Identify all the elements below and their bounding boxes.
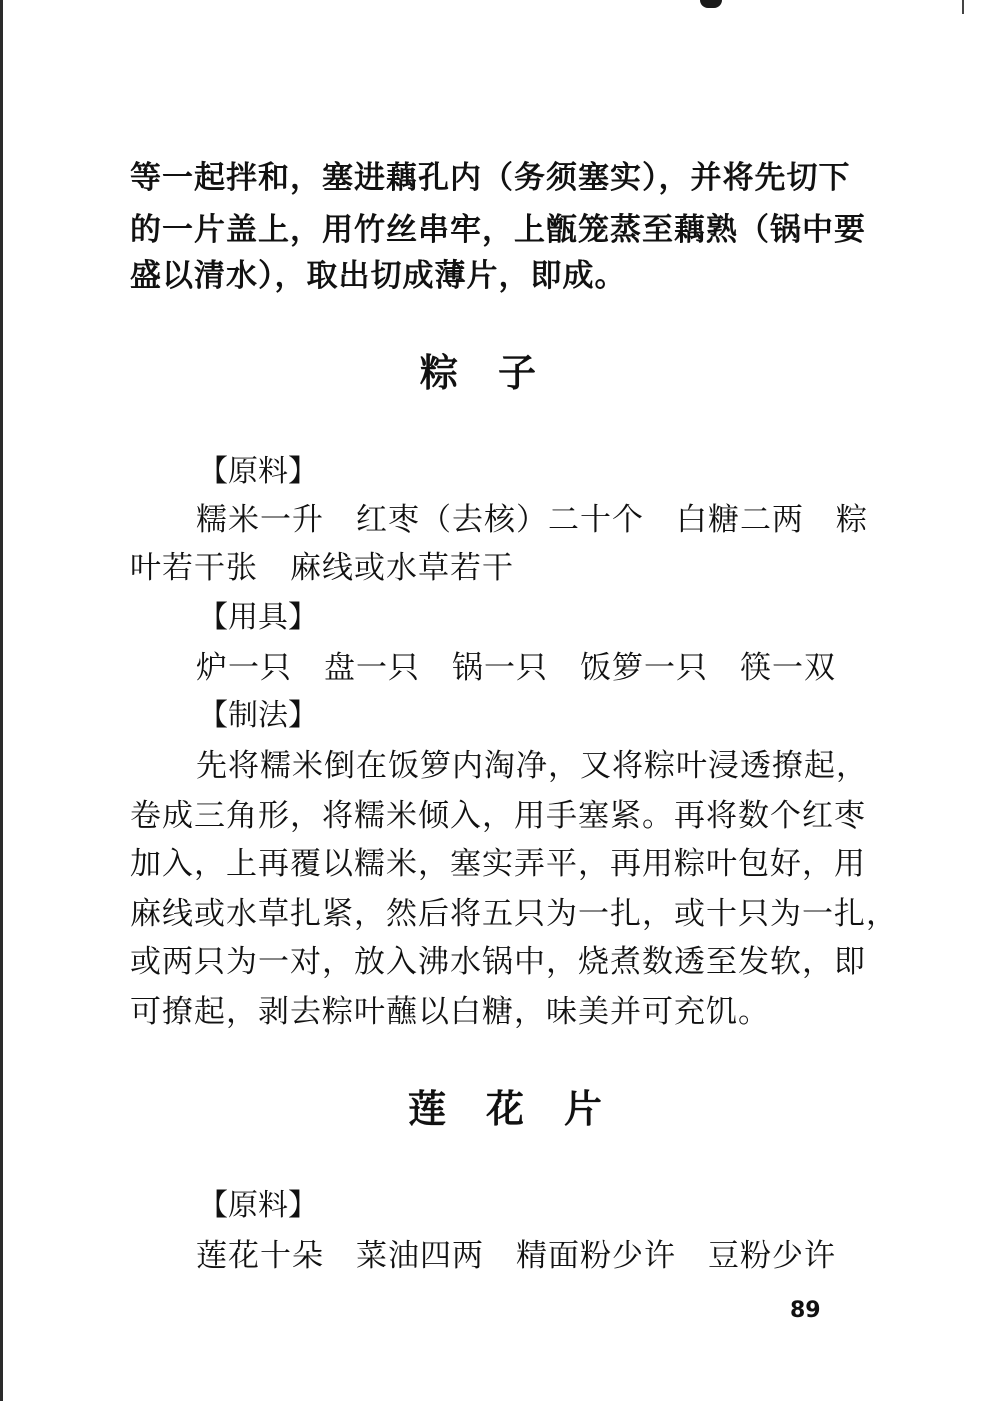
ingredients-label-zongzi: 【原料】 [198,454,318,489]
tools-label-zongzi: 【用具】 [198,600,318,635]
intro-line-2: 的一片盖上，用竹丝串牢，上甑笼蒸至藕熟（锅中要 [130,212,866,248]
section-title-zongzi: 粽 子 [420,350,538,395]
scan-mark [962,0,964,14]
method-line-4-zongzi: 麻线或水草扎紧，然后将五只为一扎，或十只为一扎， [130,896,898,932]
method-line-5-zongzi: 或两只为一对，放入沸水锅中，烧煮数透至发软，即 [130,944,866,980]
ingredients-label-lianhua: 【原料】 [198,1188,318,1223]
scan-mark [700,0,722,8]
method-line-2-zongzi: 卷成三角形，将糯米倾入，用手塞紧。再将数个红枣 [130,798,866,834]
method-label-zongzi: 【制法】 [198,698,318,733]
method-line-3-zongzi: 加入，上再覆以糯米，塞实弄平，再用粽叶包好，用 [130,846,866,882]
ingredients-line-2-zongzi: 叶若干张 麻线或水草若干 [130,550,514,586]
intro-line-3: 盛以清水），取出切成薄片，即成。 [130,258,627,294]
section-title-lianhua: 莲 花 片 [408,1086,604,1131]
method-line-1-zongzi: 先将糯米倒在饭箩内淘净，又将粽叶浸透撩起， [196,748,868,784]
ingredients-line-1-lianhua: 莲花十朵 菜油四两 精面粉少许 豆粉少许 [196,1238,836,1274]
ingredients-line-1-zongzi: 糯米一升 红枣（去核）二十个 白糖二两 粽 [196,502,868,538]
tools-line-1-zongzi: 炉一只 盘一只 锅一只 饭箩一只 筷一双 [196,650,836,686]
intro-line-1: 等一起拌和，塞进藕孔内（务须塞实），并将先切下 [130,160,851,196]
method-line-6-zongzi: 可撩起，剥去粽叶蘸以白糖，味美并可充饥。 [130,994,770,1030]
page-edge [0,0,3,1401]
page-number: 89 [790,1298,821,1323]
